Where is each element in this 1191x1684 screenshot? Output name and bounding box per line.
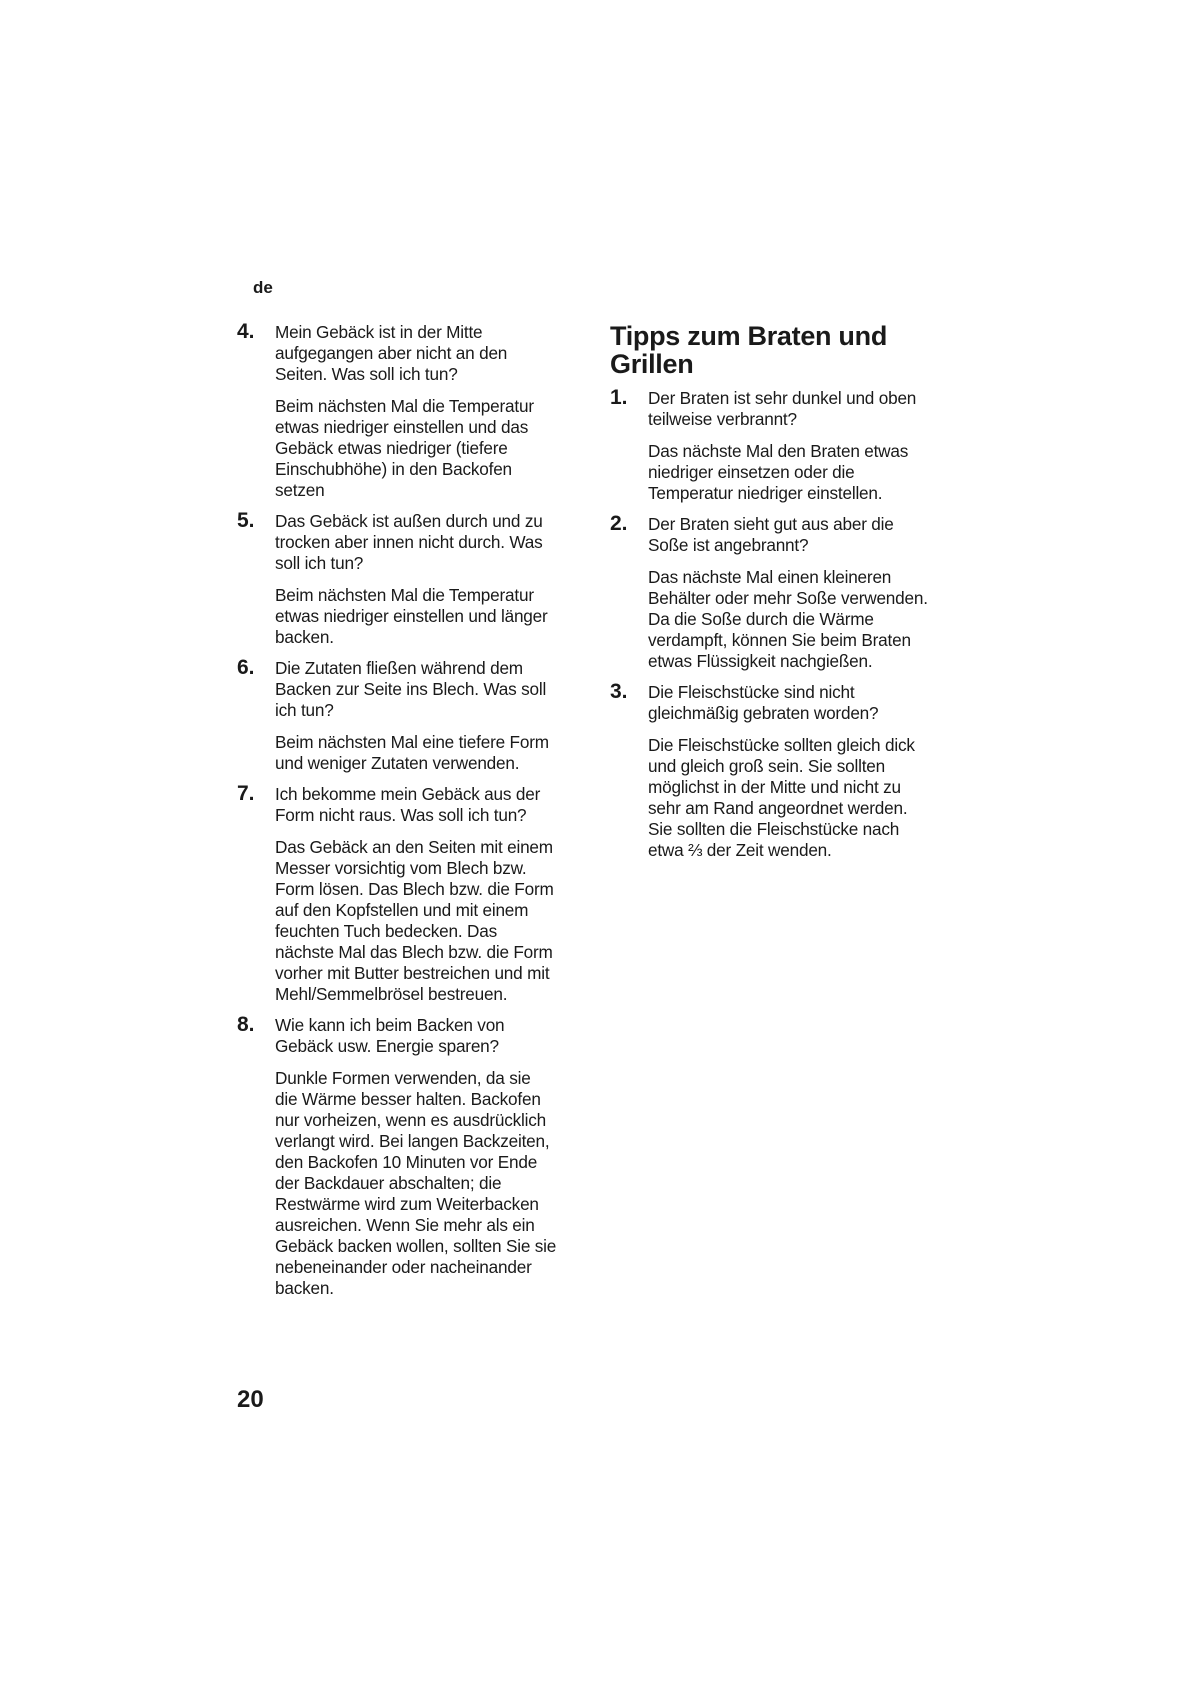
item-number: 6.: [237, 656, 255, 679]
faq-item: [237, 322, 557, 501]
item-answer: Das Gebäck an den Seiten mit einem Messer vorsichtig vom Blech bzw. Form lösen. Das Blech bzw. die Form auf den Kopfstellen und mit einem feuchten Tuch bedecken. Das nächste Mal das Blech bzw. die Form vorher mit Butter bestreichen und mit Mehl/Semmelbrösel bestreuen.: [275, 837, 554, 1004]
item-answer: Das nächste Mal den Braten etwas niedriger einsetzen oder die Temperatur niedriger einstellen.: [648, 441, 909, 503]
faq-item: [610, 682, 930, 861]
item-question: Die Zutaten fließen während dem Backen zur Seite ins Blech. Was soll ich tun?: [275, 658, 547, 720]
item-number: 2.: [610, 512, 628, 535]
faq-item: [610, 388, 930, 504]
right-column: [610, 322, 930, 871]
item-answer: Beim nächsten Mal die Temperatur etwas niedriger einstellen und länger backen.: [275, 585, 548, 647]
faq-item: [237, 511, 557, 648]
item-answer: Dunkle Formen verwenden, da sie die Wärme besser halten. Backofen nur vorheizen, wenn es ausdrücklich verlangt wird. Bei langen Backzeiten, den Backofen 10 Minuten vor Ende der Backdauer abschalten; die Restwärme wird zum Weiterbacken ausreichen. Wenn Sie mehr als ein Gebäck backen wollen, sollten Sie sie nebeneinander oder nacheinander backen.: [275, 1068, 557, 1298]
item-answer: Das nächste Mal einen kleineren Behälter oder mehr Soße verwenden. Da die Soße durch die Wärme verdampft, können Sie beim Braten etwas Flüssigkeit nachgießen.: [648, 567, 928, 671]
item-question: Wie kann ich beim Backen von Gebäck usw. Energie sparen?: [275, 1015, 505, 1056]
item-answer: Die Fleischstücke sollten gleich dick und gleich groß sein. Sie sollten möglichst in der Mitte und nicht zu sehr am Rand angeordnet werden. Sie sollten die Fleischstücke nach etwa ⅔ der Zeit wenden.: [648, 735, 915, 860]
item-question: Ich bekomme mein Gebäck aus der Form nicht raus. Was soll ich tun?: [275, 784, 541, 825]
language-label: de: [253, 278, 273, 297]
faq-item: [237, 658, 557, 774]
item-answer: Beim nächsten Mal eine tiefere Form und weniger Zutaten verwenden.: [275, 732, 549, 773]
item-number: 1.: [610, 386, 628, 409]
item-number: 4.: [237, 320, 255, 343]
item-number: 7.: [237, 782, 255, 805]
item-question: Der Braten ist sehr dunkel und oben teilweise verbrannt?: [648, 388, 917, 429]
item-answer: Beim nächsten Mal die Temperatur etwas niedriger einstellen und das Gebäck etwas niedriger (tiefere Einschubhöhe) in den Backofen setzen: [275, 396, 534, 500]
item-number: 5.: [237, 509, 255, 532]
item-question: Mein Gebäck ist in der Mitte aufgegangen aber nicht an den Seiten. Was soll ich tun?: [275, 322, 508, 384]
item-question: Die Fleischstücke sind nicht gleichmäßig gebraten worden?: [648, 682, 879, 723]
item-number: 8.: [237, 1013, 255, 1036]
faq-item: [237, 1015, 557, 1299]
item-number: 3.: [610, 680, 628, 703]
faq-item: [610, 514, 930, 672]
faq-item: [237, 784, 557, 1005]
item-question: Der Braten sieht gut aus aber die Soße ist angebrannt?: [648, 514, 894, 555]
left-column: [237, 322, 557, 1309]
section-heading: Tipps zum Braten und Grillen: [610, 321, 888, 379]
item-question: Das Gebäck ist außen durch und zu trocken aber innen nicht durch. Was soll ich tun?: [275, 511, 543, 573]
page-number: 20: [237, 1386, 264, 1413]
